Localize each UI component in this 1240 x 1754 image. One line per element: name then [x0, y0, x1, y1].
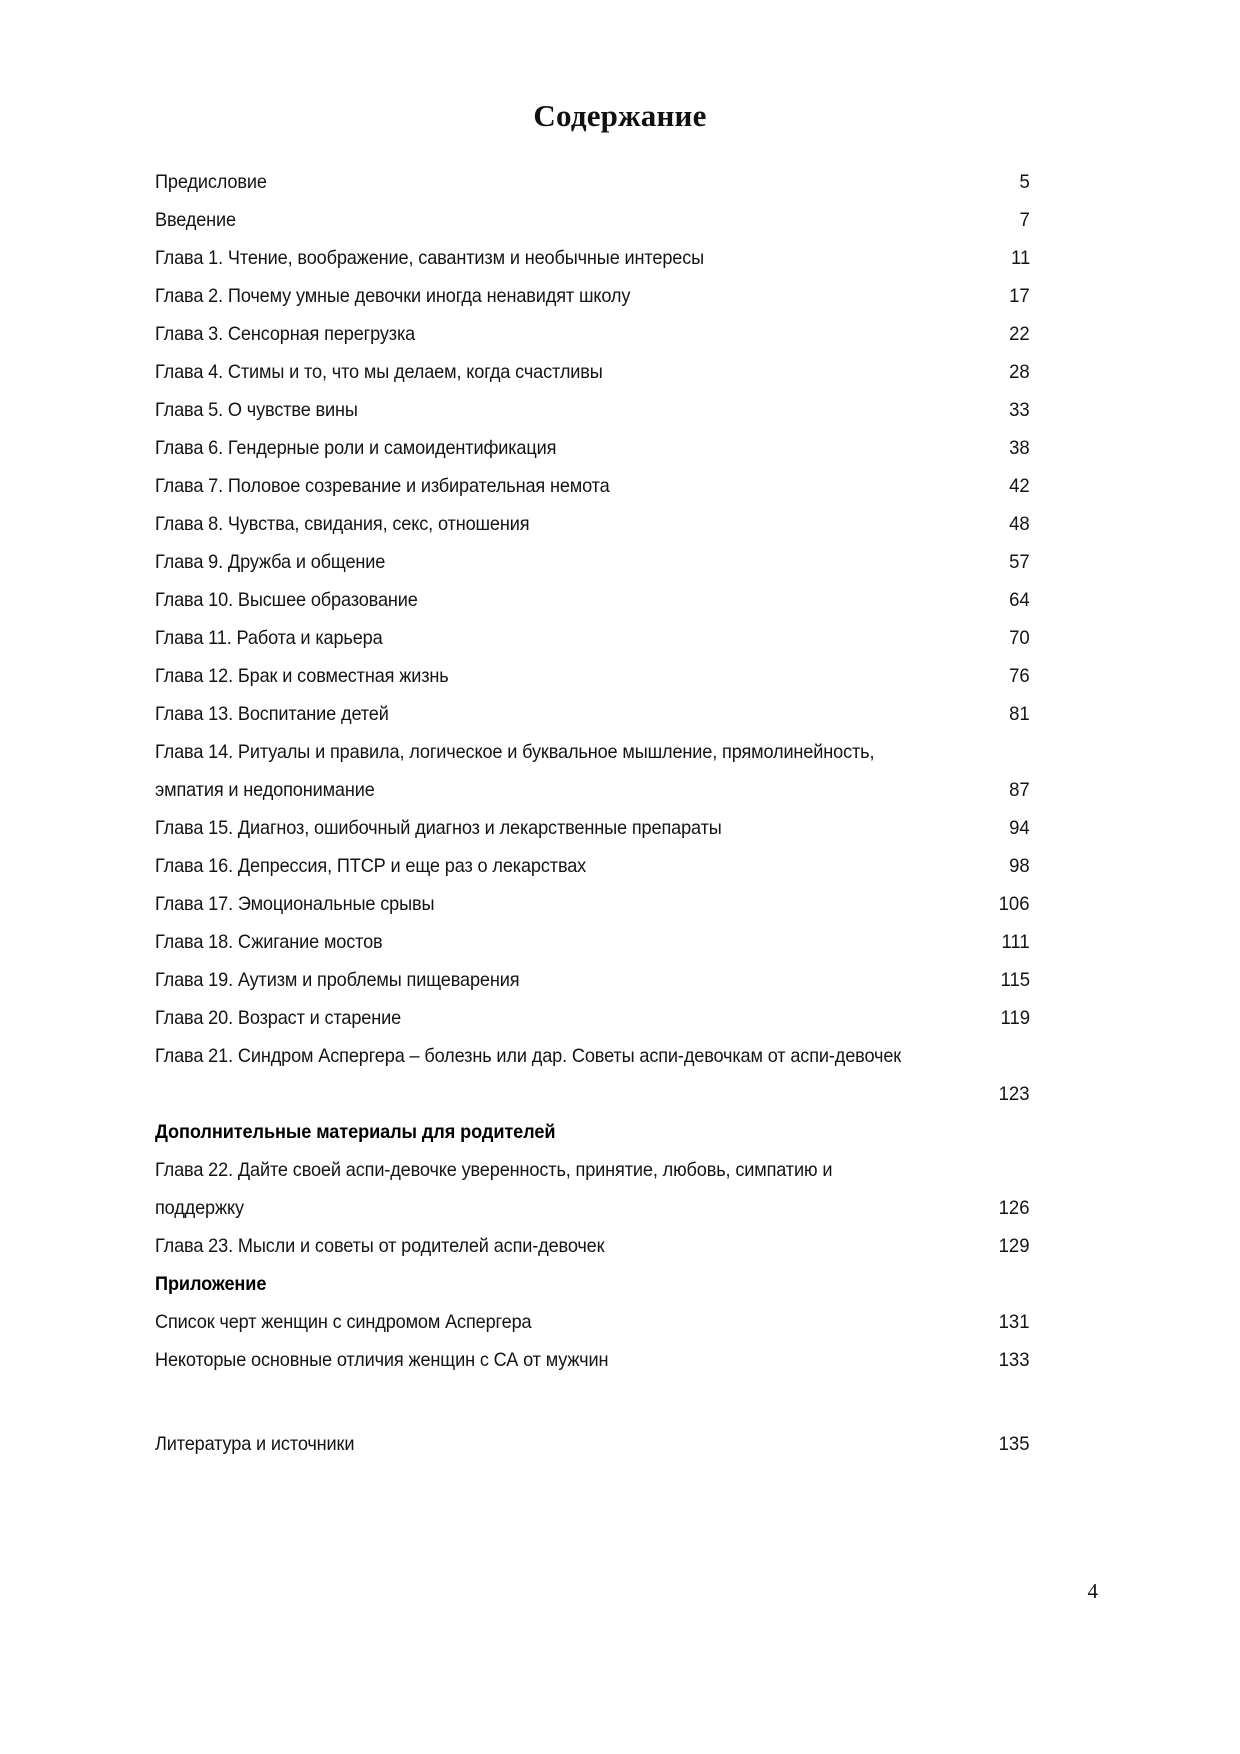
toc-entry-label: поддержку: [155, 1197, 244, 1219]
toc-entry[interactable]: [155, 657, 1030, 695]
toc-entry-label: Глава 10. Высшее образование: [155, 589, 418, 611]
toc-entry[interactable]: [155, 353, 1030, 391]
toc-entry[interactable]: [155, 923, 1030, 961]
toc-entry-label: Глава 6. Гендерные роли и самоидентификация: [155, 437, 557, 459]
toc-entry-page-number: 33: [1009, 399, 1030, 421]
toc-entry-page-number: 28: [1009, 361, 1030, 383]
toc-entry[interactable]: [155, 695, 1030, 733]
toc-entry-page-number: 94: [1009, 817, 1030, 839]
toc-entry-label: Глава 13. Воспитание детей: [155, 703, 389, 725]
toc-entry-page-number: 106: [999, 893, 1030, 915]
toc-entry-line: [155, 353, 1030, 391]
toc-entry-line: [155, 619, 1030, 657]
toc-entry-page-number: 129: [999, 1235, 1030, 1257]
toc-entry-line: [155, 429, 1030, 467]
toc-entry[interactable]: [155, 619, 1030, 657]
toc-leader-dots: [403, 549, 1008, 569]
toc-entry-line: [155, 505, 1030, 543]
toc-entry-page-number: 48: [1009, 513, 1030, 535]
toc-entry[interactable]: [155, 1303, 1030, 1341]
toc-entry-page-number: 76: [1009, 665, 1030, 687]
page-title: Содержание: [533, 98, 707, 133]
toc-entry-line: [155, 695, 1030, 733]
toc-entry[interactable]: [155, 999, 1030, 1037]
toc-entry-page-number: 70: [1009, 627, 1030, 649]
toc-section-heading: Приложение: [155, 1273, 267, 1295]
toc-entry-title-line: Глава 14. Ритуалы и правила, логическое и буквальное мышление, прямолинейность,: [155, 741, 875, 763]
toc-entry[interactable]: [155, 1425, 1030, 1463]
toc-entry-page-number: 115: [1000, 969, 1030, 991]
toc-entry-page-number: 17: [1009, 285, 1030, 307]
toc-entry-page-number: 123: [999, 1083, 1030, 1105]
toc-leader-dots: [440, 321, 1007, 341]
toc-leader-dots: [405, 625, 1007, 645]
toc-entry-label: Список черт женщин с синдромом Аспергера: [155, 1311, 532, 1333]
toc-entry-line: [155, 999, 1030, 1037]
toc-leader-dots: [649, 473, 1007, 493]
toc-entry-line: [155, 581, 1030, 619]
toc-leader-dots: [369, 1431, 996, 1451]
toc-entry-label: Глава 1. Чтение, воображение, савантизм и необычные интересы: [155, 247, 705, 269]
toc-leader-dots: [770, 815, 1008, 835]
toc-entry-label: Введение: [155, 209, 236, 231]
toc-entry-label: Глава 11. Работа и карьера: [155, 627, 383, 649]
toc-entry-line: [155, 315, 1030, 353]
toc-leader-dots: [547, 967, 998, 987]
toc-leader-dots: [642, 359, 1008, 379]
toc-entry[interactable]: [155, 239, 1030, 277]
toc-entry[interactable]: [155, 885, 1030, 923]
table-of-contents: [155, 163, 1030, 1463]
toc-entry[interactable]: [155, 1227, 1030, 1265]
toc-entry-page-number: 22: [1009, 323, 1030, 345]
toc-entry-label: Глава 7. Половое созревание и избирательная немота: [155, 475, 610, 497]
toc-leader-dots: [455, 891, 996, 911]
toc-entry-page-number: 7: [1019, 209, 1030, 231]
toc-entry-page-number: 38: [1009, 437, 1030, 459]
toc-entry-label: Глава 12. Брак и совместная жизнь: [155, 665, 449, 687]
toc-entry-page-number: 126: [999, 1197, 1030, 1219]
toc-entry[interactable]: [155, 1037, 1030, 1113]
toc-entry-title-line: Глава 22. Дайте своей аспи-девочке уверенность, принятие, любовь, симпатию и: [155, 1159, 833, 1181]
toc-entry[interactable]: [155, 581, 1030, 619]
toc-entry-label: Глава 16. Депрессия, ПТСР и еще раз о лекарствах: [155, 855, 587, 877]
toc-entry-line: [155, 1189, 1030, 1227]
toc-entry[interactable]: [155, 201, 1030, 239]
toc-entry[interactable]: [155, 733, 1030, 809]
toc-leader-dots: [406, 701, 1007, 721]
toc-leader-dots: [155, 1081, 996, 1101]
toc-entry-label: эмпатия и недопонимание: [155, 779, 375, 801]
toc-leader-dots: [378, 397, 1007, 417]
toc-entry-page-number: 133: [999, 1349, 1030, 1371]
toc-entry-page-number: 42: [1009, 475, 1030, 497]
toc-entry-line: [155, 467, 1030, 505]
toc-entry-label: Глава 15. Диагноз, ошибочный диагноз и лекарственные препараты: [155, 817, 722, 839]
toc-entry-page-number: 81: [1009, 703, 1030, 725]
toc-entry-page-number: 87: [1009, 779, 1030, 801]
toc-section-heading: Дополнительные материалы для родителей: [155, 1121, 556, 1143]
toc-entry[interactable]: [155, 505, 1030, 543]
toc-entry-label: Глава 19. Аутизм и проблемы пищеварения: [155, 969, 520, 991]
toc-leader-dots: [405, 929, 999, 949]
toc-entry-line: [155, 923, 1030, 961]
toc-leader-dots: [565, 1309, 996, 1329]
toc-entry-line: [155, 771, 1030, 809]
toc-entry-label: Глава 2. Почему умные девочки иногда ненавидят школу: [155, 285, 631, 307]
toc-entry-label: Глава 23. Мысли и советы от родителей аспи-девочек: [155, 1235, 605, 1257]
toc-entry-line: [155, 885, 1030, 923]
toc-entry-page-number: 131: [999, 1311, 1030, 1333]
toc-entry-title-line: Глава 21. Синдром Аспергера – болезнь или дар. Советы аспи-девочкам от аспи-девочек: [155, 1045, 902, 1067]
toc-entry-line: [155, 277, 1030, 315]
toc-entry-line: [155, 543, 1030, 581]
toc-leader-dots: [471, 663, 1008, 683]
toc-entry-label: Глава 20. Возраст и старение: [155, 1007, 402, 1029]
toc-entry[interactable]: [155, 391, 1030, 429]
toc-spacer: [155, 1379, 1030, 1425]
toc-entry-page-number: 111: [1001, 931, 1030, 953]
toc-entry-line: [155, 163, 1030, 201]
toc-entry[interactable]: [155, 961, 1030, 999]
toc-entry[interactable]: [155, 315, 1030, 353]
toc-entry-line: [155, 961, 1030, 999]
toc-entry-label: Глава 3. Сенсорная перегрузка: [155, 323, 416, 345]
toc-entry-label: Глава 4. Стимы и то, что мы делаем, когда счастливы: [155, 361, 603, 383]
toc-entry-line: [155, 657, 1030, 695]
toc-entry-line: [155, 1303, 1030, 1341]
toc-entry-page-number: 98: [1009, 855, 1030, 877]
toc-leader-dots: [397, 777, 1008, 797]
toc-entry[interactable]: [155, 543, 1030, 581]
toc-entry-page-number: 119: [1000, 1007, 1030, 1029]
toc-entry-line: [155, 809, 1030, 847]
toc-entry-line: [155, 1425, 1030, 1463]
toc-entry-line: [155, 239, 1030, 277]
toc-leader-dots: [558, 511, 1008, 531]
toc-entry-label: Литература и источники: [155, 1433, 355, 1455]
toc-leader-dots: [671, 283, 1007, 303]
toc-entry-label: Глава 5. О чувстве вины: [155, 399, 358, 421]
toc-entry-line: [155, 1341, 1030, 1379]
toc-entry-label: Глава 9. Дружба и общение: [155, 551, 386, 573]
toc-entry-line: [155, 1227, 1030, 1265]
toc-leader-dots: [586, 435, 1007, 455]
toc-entry[interactable]: [155, 1341, 1030, 1379]
toc-leader-dots: [247, 207, 1018, 227]
toc-entry-label: Глава 8. Чувства, свидания, секс, отношения: [155, 513, 530, 535]
toc-entry[interactable]: [155, 1151, 1030, 1227]
toc-entry-label: Глава 17. Эмоциональные срывы: [155, 893, 435, 915]
toc-leader-dots: [251, 1195, 997, 1215]
toc-leader-dots: [280, 169, 1018, 189]
toc-entry-page-number: 135: [999, 1433, 1030, 1455]
toc-entry[interactable]: [155, 429, 1030, 467]
toc-entry[interactable]: [155, 467, 1030, 505]
toc-leader-dots: [624, 853, 1007, 873]
toc-entry-line: [155, 201, 1030, 239]
toc-entry-label: Предисловие: [155, 171, 267, 193]
toc-entry-page-number: 64: [1009, 589, 1030, 611]
toc-leader-dots: [443, 587, 1008, 607]
toc-entry[interactable]: [155, 809, 1030, 847]
toc-entry-line: [155, 847, 1030, 885]
toc-leader-dots: [425, 1005, 998, 1025]
toc-entry-label: Глава 18. Сжигание мостов: [155, 931, 383, 953]
toc-entry[interactable]: [155, 163, 1030, 201]
toc-leader-dots: [638, 1233, 996, 1253]
toc-entry-page-number: 5: [1019, 171, 1030, 193]
toc-entry-page-number: 11: [1010, 247, 1030, 269]
toc-entry-label: Некоторые основные отличия женщин с СА от мужчин: [155, 1349, 609, 1371]
page-number-folio: 4: [1087, 1579, 1098, 1603]
toc-entry-line: [155, 391, 1030, 429]
toc-entry[interactable]: [155, 277, 1030, 315]
toc-leader-dots: [745, 245, 1008, 265]
toc-entry-page-number: 57: [1009, 551, 1030, 573]
toc-entry[interactable]: [155, 847, 1030, 885]
toc-leader-dots: [642, 1347, 996, 1367]
toc-entry-line: [155, 1075, 1030, 1113]
